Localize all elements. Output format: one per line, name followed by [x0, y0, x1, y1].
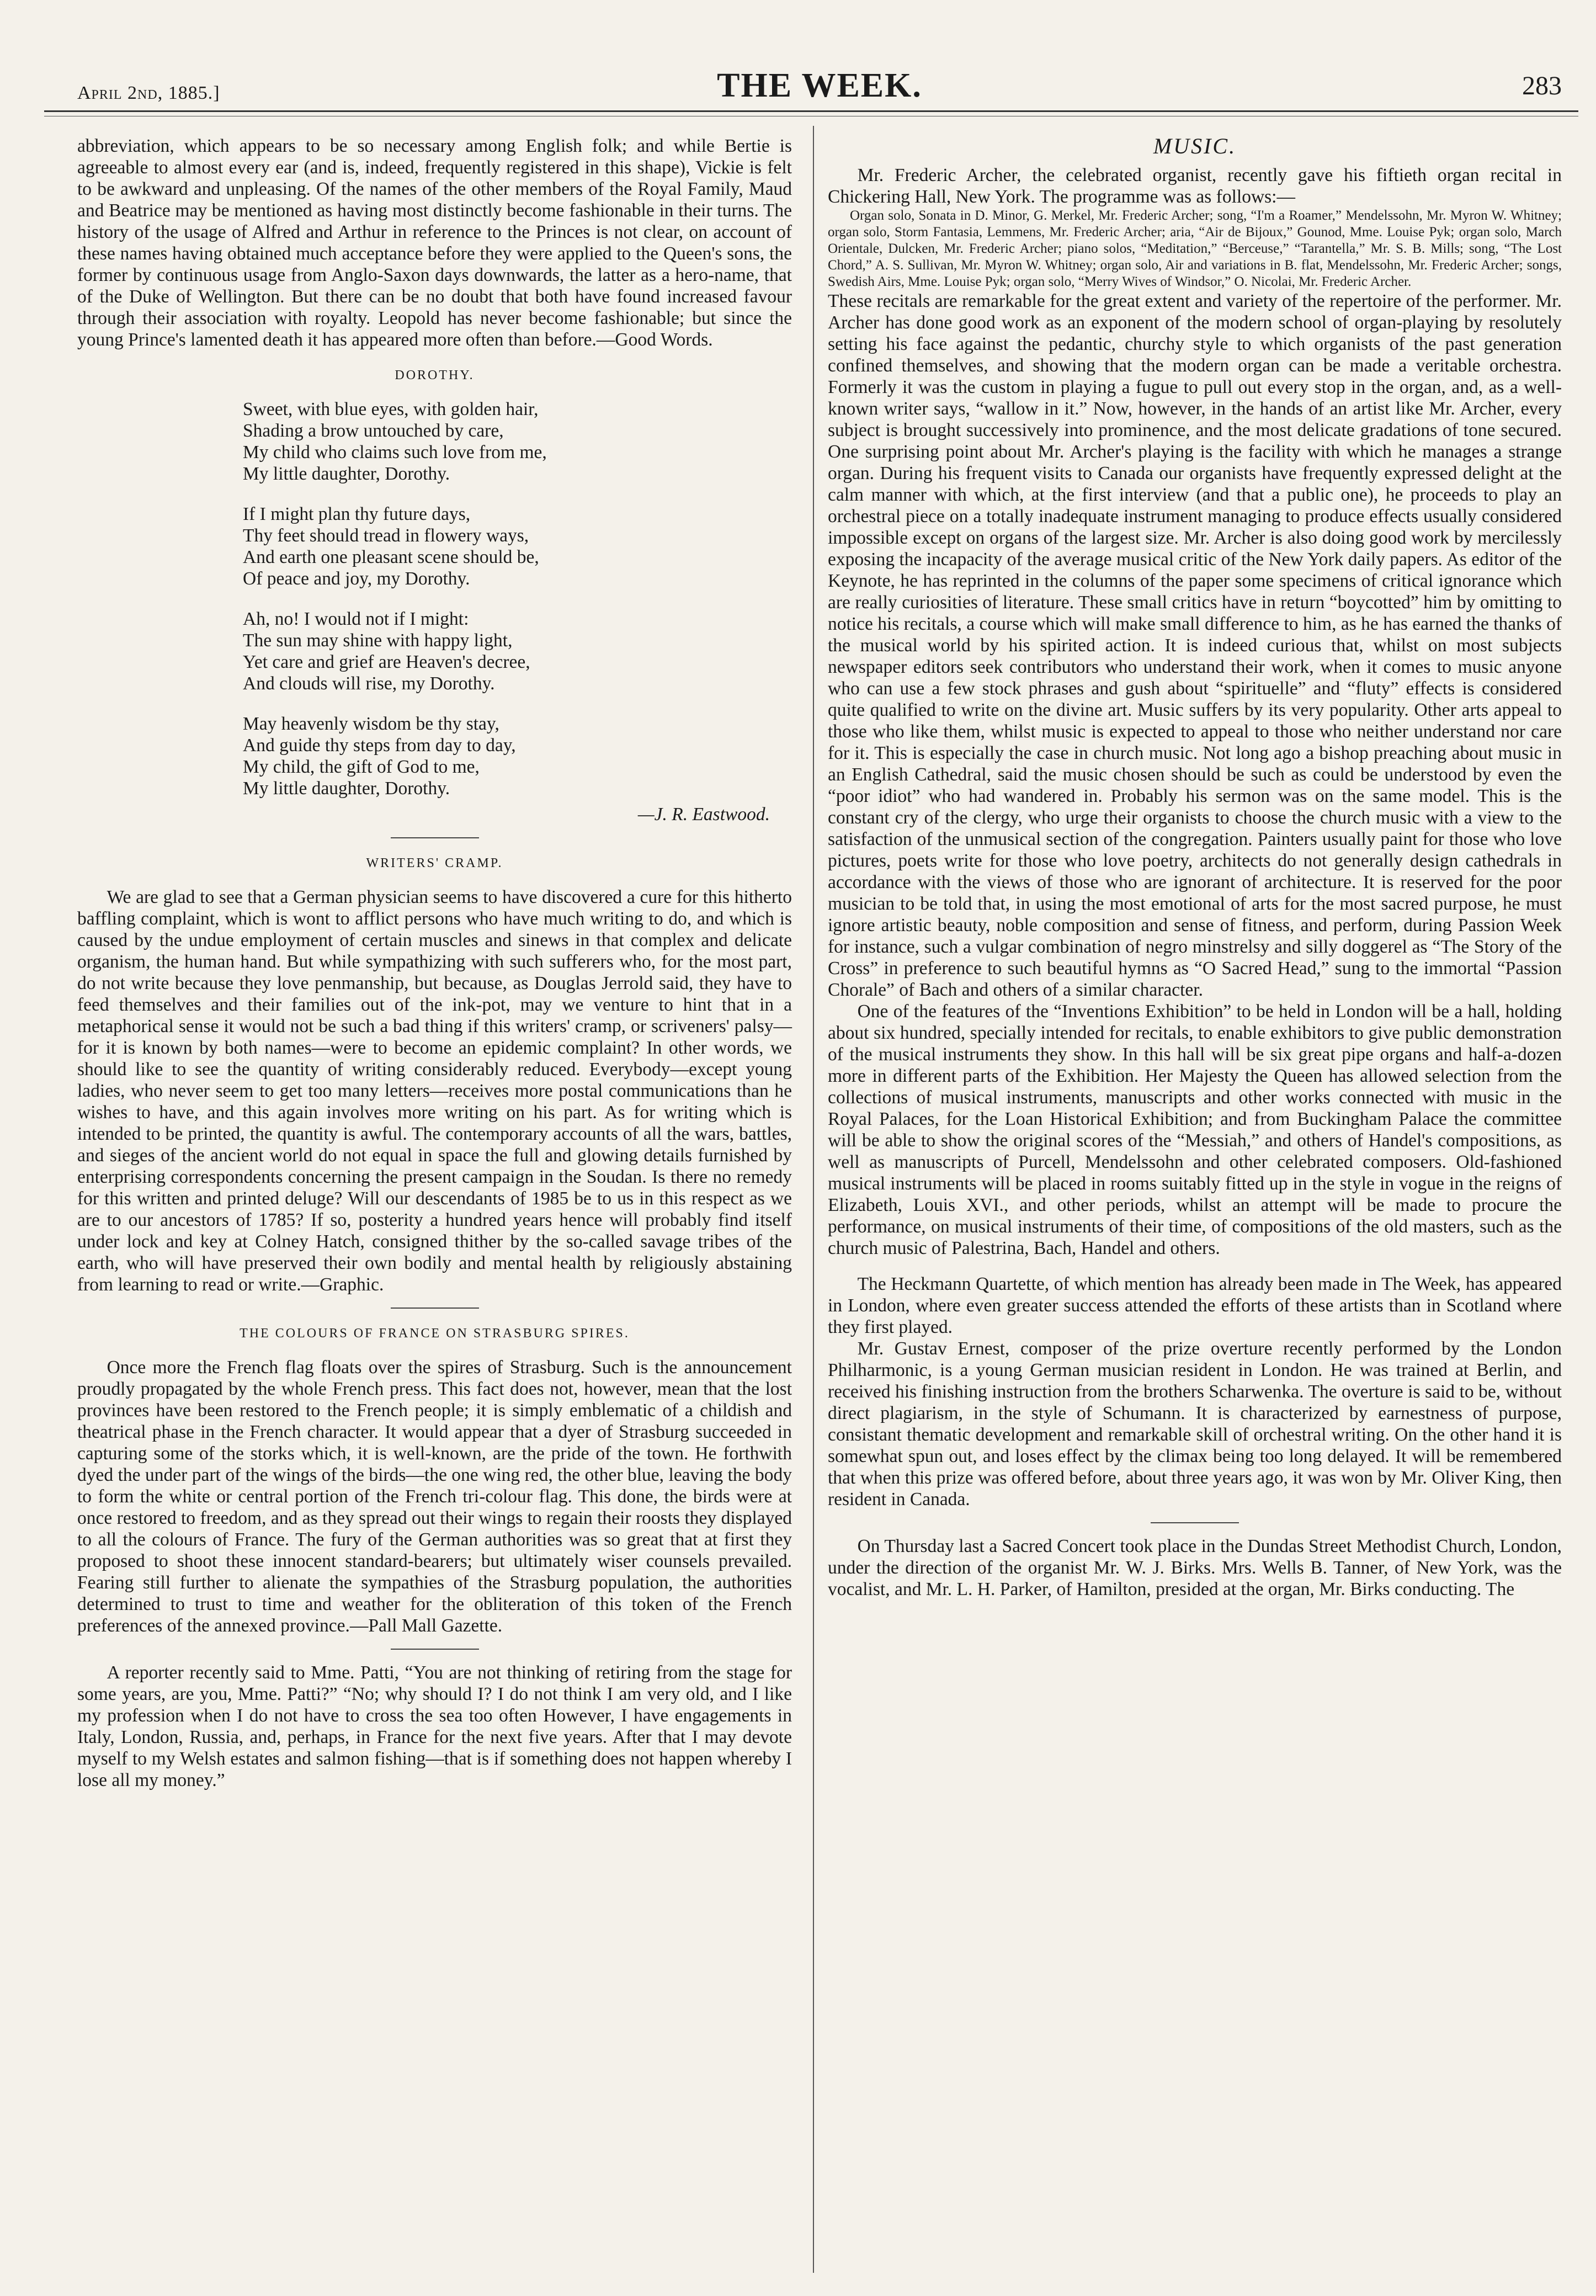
- poem-line: If I might plan thy future days,: [243, 504, 471, 524]
- poem-title: DOROTHY.: [395, 368, 475, 382]
- music-section-title: MUSIC.: [1153, 134, 1237, 158]
- poem-line: Thy feet should tread in flowery ways,: [243, 525, 529, 546]
- poem-line: And earth one pleasant scene should be,: [243, 547, 539, 567]
- right-column: [828, 135, 1562, 1600]
- poem-line: My little daughter, Dorothy.: [243, 778, 450, 799]
- left-column: [77, 135, 792, 1791]
- writers-cramp-text: We are glad to see that a German physician seems to have discovered a cure for this hitherto baffling complaint, which is wont to afflict persons who have much writing to do, and which is caused by the undue employment of certain muscles and sinews in that complex and delicate organism, the human hand. But while sympathizing with such sufferers who, for the most part, do not write because they love penmanship, but because, as Douglas Jerrold said, they have to feed themselves and their families out of the ink-pot, may we venture to hint that in a metaphorical sense it would not be such a bad thing if this writers' cramp, or scriveners' palsy—for it is known by both names—were to become an epidemic complaint? In other words, we should like to see the quantity of writing considerably reduced. Everybody—except young ladies, who never seem to get too many letters—receives more postal communications than he wishes to have, and this again involves more writing on his part. As for writing which is intended to be printed, the quantity is awful. The contemporary accounts of all the wars, battles, and sieges of the ancient world do not equal in space the full and glowing details furnished by enterprising correspondents concerning the present campaign in the Soudan. Is there no remedy for this written and printed deluge? Will our descendants of 1985 be to us in this respect as we are to our ancestors of 1785? If so, posterity a hundred years hence will probably find itself under lock and key at Colney Hatch, consigned thither by the so-called savage tribes of the earth, who will have preserved their own bodily and mental health by religiously abstaining from learning to read or write.—Graphic.: [77, 887, 792, 1295]
- header-rule: [44, 110, 1578, 112]
- poem-line: My little daughter, Dorothy.: [243, 464, 450, 484]
- poem-stanza: [243, 608, 792, 694]
- poem-line: The sun may shine with happy light,: [243, 630, 513, 651]
- poem-line: Yet care and grief are Heaven's decree,: [243, 652, 530, 672]
- masthead-title: THE WEEK.: [717, 67, 922, 104]
- poem-stanza: [243, 398, 792, 485]
- poem: [243, 398, 792, 799]
- poem-line: Of peace and joy, my Dorothy.: [243, 568, 470, 589]
- names-paragraph: abbreviation, which appears to be so necessary among English folk; and while Bertie is agreeable to almost every ear (and is, indeed, frequently registered in this shape), Vickie is felt to be awkward and unpleasing. Of the names of the other members of the Royal Family, Maud and Beatrice may be mentioned as having most distinctly become fashionable in their turns. The history of the usage of Alfred and Arthur in reference to the Princes is not clear, on account of these names having obtained much acceptance before they were applied to the Queen's sons, the former by continuous usage from Anglo-Saxon days downwards, the latter as a hero-name, that of the Duke of Wellington. But there can be no doubt that both have found increased favour through their association with royalty. Leopold has never become fashionable; but since the young Prince's lamented death it has appeared more often than before.—Good Words.: [77, 136, 792, 350]
- page-number: 283: [1522, 71, 1562, 100]
- section-divider: [391, 1308, 479, 1309]
- programme-list: Organ solo, Sonata in D. Minor, G. Merkel, Mr. Frederic Archer; song, “I'm a Roamer,” Mendelssohn, Mr. Myron W. Whitney; organ solo, Storm Fantasia, Lemmens, Mr. Frederic Archer; aria, “Air de Bijoux,” Gounod, Mme. Louise Pyk; organ solo, March Orientale, Dulcken, Mr. Frederic Archer; piano solos, “Meditation,” “Berceuse,” “Tarantella,” Mr. S. B. Mills; song, “The Lost Chord,” A. S. Sullivan, Mr. Myron W. Whitney; organ solo, Air and variations in B. flat, Mendelssohn, Mr. Frederic Archer; songs, Swedish Airs, Mme. Louise Pyk; organ solo, “Merry Wives of Windsor,” O. Nicolai, Mr. Frederic Archer.: [828, 208, 1562, 289]
- ernest-paragraph: Mr. Gustav Ernest, composer of the prize overture recently performed by the London Philharmonic, is a young German musician resident in London. He was trained at Berlin, and received his finishing instruction from the brothers Scharwenka. The overture is said to be, without direct plagiarism, in the style of Schumann. It is characterized by earnestness of purpose, consistant thematic development and remarkable skill of orchestral writing. On the other hand it is somewhat spun out, and loses effect by the climax being too long delayed. It will be remembered that when this prize was offered before, about three years ago, it was won by Mr. Oliver King, then resident in Canada.: [828, 1338, 1562, 1510]
- poem-line: My child, the gift of God to me,: [243, 757, 480, 777]
- colours-of-france-title: THE COLOURS OF FRANCE ON STRASBURG SPIRES.: [240, 1326, 630, 1341]
- poem-line: Shading a brow untouched by care,: [243, 421, 504, 441]
- poem-stanza: [243, 713, 792, 799]
- poem-line: Sweet, with blue eyes, with golden hair,: [243, 399, 539, 419]
- patti-paragraph: A reporter recently said to Mme. Patti, “You are not thinking of retiring from the stage for some years, are you, Mme. Patti?” “No; why should I? I do not think I am very old, and I like my profession when I do not have to cross the sea too often However, I have engagements in Italy, London, Russia, and, perhaps, in France for the next five years. After that I may devote myself to my Welsh estates and salmon fishing—that is if something does not happen whereby I lose all my money.”: [77, 1662, 792, 1790]
- section-divider: [1151, 1522, 1239, 1523]
- poem-line: May heavenly wisdom be thy stay,: [243, 714, 499, 734]
- section-divider: [391, 837, 479, 838]
- heckmann-paragraph: The Heckmann Quartette, of which mention has already been made in The Week, has appeared in London, where even greater success attended the efforts of these artists than in Scotland where they first played.: [828, 1274, 1562, 1337]
- poem-line: And guide thy steps from day to day,: [243, 735, 516, 756]
- issue-date: April 2nd, 1885.]: [77, 83, 220, 103]
- concert-paragraph: On Thursday last a Sacred Concert took place in the Dundas Street Methodist Church, London, under the direction of the organist Mr. W. J. Birks. Mrs. Wells B. Tanner, of New York, was the vocalist, and Mr. L. H. Parker, of Hamilton, presided at the organ, Mr. Birks conducting. The: [828, 1536, 1562, 1599]
- archer-intro: Mr. Frederic Archer, the celebrated organist, recently gave his fiftieth organ recital in Chickering Hall, New York. The programme was as follows:—: [828, 165, 1562, 207]
- poem-stanza: [243, 503, 792, 589]
- colours-of-france-text: Once more the French flag floats over the spires of Strasburg. Such is the announcement proudly propagated by the whole French press. This fact does not, however, mean that the lost provinces have been restored to the French people; it is simply emblematic of a childish and theatrical phase in the French character. It would appear that a dyer of Strasburg succeeded in capturing some of the storks which, it is well-known, are the pride of the town. He forthwith dyed the under part of the wings of the birds—the one wing red, the other blue, leaving the body to form the white or central portion of the French tri-colour flag. This done, the birds were at once restored to freedom, and as they spread out their wings to regain their roosts they displayed to all the colours of France. The fury of the German authorities was so great that at first they proposed to shoot these innocent standard-bearers; but ultimately wiser counsels prevailed. Fearing still further to alienate the sympathies of the Strasburg population, the authorities determined to trust to time and weather for the obliteration of this token of the French preferences of the annexed province.—Pall Mall Gazette.: [77, 1357, 792, 1636]
- section-divider: [391, 1649, 479, 1650]
- spacer: [828, 1259, 1562, 1273]
- column-divider: [813, 126, 814, 2273]
- poem-line: Ah, no! I would not if I might:: [243, 609, 469, 629]
- poem-line: And clouds will rise, my Dorothy.: [243, 673, 495, 694]
- writers-cramp-title: WRITERS' CRAMP.: [366, 856, 503, 870]
- poem-author: —J. R. Eastwood.: [637, 804, 770, 825]
- poem-line: My child who claims such love from me,: [243, 442, 547, 463]
- recitals-paragraph: These recitals are remarkable for the great extent and variety of the repertoire of the performer. Mr. Archer has done good work as an exponent of the modern school of organ-playing by resolutely setting his face against the pedantic, churchy style to which organists of the past generation confined themselves, and showing that the modern organ can be made a veritable orchestra. Formerly it was the custom in playing a fugue to pull out every stop in the organ, and, as a well-known writer says, “wallow in it.” Now, however, in the hands of an artist like Mr. Archer, every subject is brought successively into prominence, and the most delicate gradations of tone secured. One surprising point about Mr. Archer's playing is the facility with which he manages a strange organ. During his frequent visits to Canada our organists have frequently expressed delight at the calm manner with which, at the first interview (and that a public one), he proceeds to play an orchestral piece on a totally inadequate instrument managing to produce effects usually considered impossible except on organs of the largest size. Mr. Archer is also doing good work by mercilessly exposing the incapacity of the average musical critic of the New York daily papers. As editor of the Keynote, he has reprinted in the columns of the paper some specimens of critical ignorance which are really curiosities of literature. These small critics have in return “boycotted” him by omitting to notice his recitals, a course which will make small difference to him, as he has earned the thanks of the musical world by his spirited action. It is indeed curious that, whilst on most subjects newspaper editors seek contributors who understand their work, when it comes to music anyone who can use a few stock phrases and gush about “spirituelle” and “fluty” effects is considered quite qualified to write on the divine art. Music suffers by its very popularity. Other arts appeal to those who like them, whilst music is expected to appeal to those who neither understand nor care for it. This is especially the case in church music. Not long ago a bishop preaching about music in an English Cathedral, said the music chosen should be such as could be understood by even the “poor idiot” who had wandered in. Probably his sermon was on the same model. This is the constant cry of the clergy, who urge their organists to choose the church music with a view to the satisfaction of the unmusical section of the congregation. Painters usually paint for those who love pictures, poets write for those who love poetry, architects do not generally design cathedrals in accordance with the views of those who are ignorant of architecture. It is reserved for the poor musician to be told that, in using the most emotional of arts for the most sacred purpose, he must ignore artistic beauty, noble composition and sense of fitness, and perform, during Passion Week for instance, such a vulgar combination of negro minstrelsy and silly doggerel as “The Story of the Cross” in preference to such beautiful hymns as “O Sacred Head,” sung to the immortal “Passion Chorale” of Bach and others of a similar character.: [828, 291, 1562, 1000]
- exhibition-paragraph: One of the features of the “Inventions Exhibition” to be held in London will be a hall, holding about six hundred, specially intended for recitals, to enable exhibitors to give public demonstration of the musical instruments they show. In this hall will be six great pipe organs and half-a-dozen more in different parts of the Exhibition. Her Majesty the Queen has allowed selection from the collections of musical instruments, manuscripts and other works connected with music in the Royal Palaces, for the Loan Historical Exhibition; and from Buckingham Palace the committee will be able to show the original scores of the “Messiah,” and others of Handel's compositions, as well as manuscripts of Purcell, Mendelssohn and other celebrated composers. Old-fashioned musical instruments will be placed in rooms suitably fitted up in the style in vogue in the reigns of Elizabeth, Louis XVI., and other periods, whilst an attempt will be made to procure the performance, on musical instruments of their time, of compositions of the old masters, such as the church music of Palestrina, Bach, Handel and others.: [828, 1001, 1562, 1258]
